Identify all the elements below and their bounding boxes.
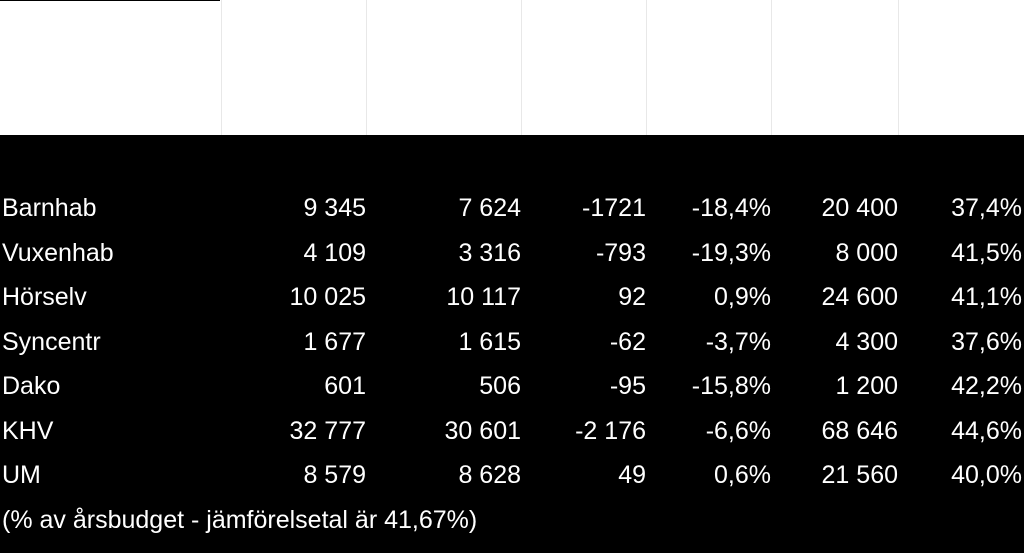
header-column-divider bbox=[646, 0, 647, 135]
cell-value: -6,6% bbox=[705, 416, 771, 445]
cell-value: 7 624 bbox=[458, 194, 521, 222]
cell-value: 1 677 bbox=[303, 327, 366, 356]
cell-value: 3 316 bbox=[458, 238, 521, 267]
cell-value: -19,3% bbox=[691, 238, 771, 267]
header-column-divider bbox=[521, 0, 522, 135]
header-column-divider bbox=[221, 0, 222, 135]
cell-value: -18,4% bbox=[691, 194, 771, 222]
table-row bbox=[0, 409, 1024, 454]
table-row bbox=[0, 453, 1024, 498]
cell-value: 37,4% bbox=[951, 194, 1022, 222]
header-column-divider bbox=[771, 0, 772, 135]
cell-value: 20 400 bbox=[821, 194, 898, 222]
row-label: Barnhab bbox=[2, 194, 97, 222]
cell-value: 10 117 bbox=[446, 283, 521, 311]
cell-value: 10 025 bbox=[289, 283, 366, 311]
cell-value: 601 bbox=[324, 372, 366, 400]
row-label: KHV bbox=[2, 416, 54, 445]
cell-value: 41,1% bbox=[951, 283, 1022, 311]
cell-value: 8 628 bbox=[458, 461, 521, 489]
row-label: Syncentr bbox=[2, 327, 101, 356]
row-label: UM bbox=[2, 461, 41, 489]
cell-value: -3,7% bbox=[705, 327, 771, 356]
row-label: Dako bbox=[2, 372, 61, 400]
cell-value: -793 bbox=[595, 238, 646, 267]
table-header-band bbox=[0, 0, 1024, 135]
cell-value: -95 bbox=[609, 372, 646, 400]
cell-value: 506 bbox=[479, 372, 521, 400]
cell-value: 4 109 bbox=[303, 238, 366, 267]
cell-value: 9 345 bbox=[303, 194, 366, 222]
footnote: (% av årsbudget - jämförelsetal är 41,67%) bbox=[2, 506, 478, 534]
cell-value: 30 601 bbox=[444, 416, 521, 445]
cell-value: 0,9% bbox=[714, 283, 771, 311]
row-label: Vuxenhab bbox=[2, 238, 114, 267]
table-row bbox=[0, 275, 1024, 320]
cell-value: 92 bbox=[618, 283, 646, 311]
cell-value: 8 000 bbox=[835, 238, 898, 267]
header-top-rule bbox=[0, 0, 220, 1]
table-row bbox=[0, 320, 1024, 365]
cell-value: -15,8% bbox=[691, 372, 771, 400]
cell-value: 42,2% bbox=[951, 372, 1022, 400]
cell-value: 1 200 bbox=[835, 372, 898, 400]
cell-value: -2 176 bbox=[575, 416, 646, 445]
cell-value: 40,0% bbox=[951, 461, 1022, 489]
row-label: Hörselv bbox=[2, 283, 87, 311]
cell-value: -1721 bbox=[582, 194, 646, 222]
header-column-divider bbox=[898, 0, 899, 135]
cell-value: 68 646 bbox=[821, 416, 898, 445]
cell-value: 4 300 bbox=[835, 327, 898, 356]
table-row bbox=[0, 186, 1024, 231]
cell-value: 21 560 bbox=[821, 461, 898, 489]
cell-value: 37,6% bbox=[951, 327, 1022, 356]
cell-value: 8 579 bbox=[303, 461, 366, 489]
cell-value: 44,6% bbox=[951, 416, 1022, 445]
cell-value: 0,6% bbox=[714, 461, 771, 489]
cell-value: 32 777 bbox=[289, 416, 366, 445]
table-row bbox=[0, 364, 1024, 409]
header-column-divider bbox=[366, 0, 367, 135]
data-table bbox=[0, 186, 1024, 498]
cell-value: 1 615 bbox=[458, 327, 521, 356]
cell-value: 49 bbox=[618, 461, 646, 489]
cell-value: -62 bbox=[609, 327, 646, 356]
table-row bbox=[0, 231, 1024, 276]
cell-value: 41,5% bbox=[951, 238, 1022, 267]
cell-value: 24 600 bbox=[821, 283, 898, 311]
